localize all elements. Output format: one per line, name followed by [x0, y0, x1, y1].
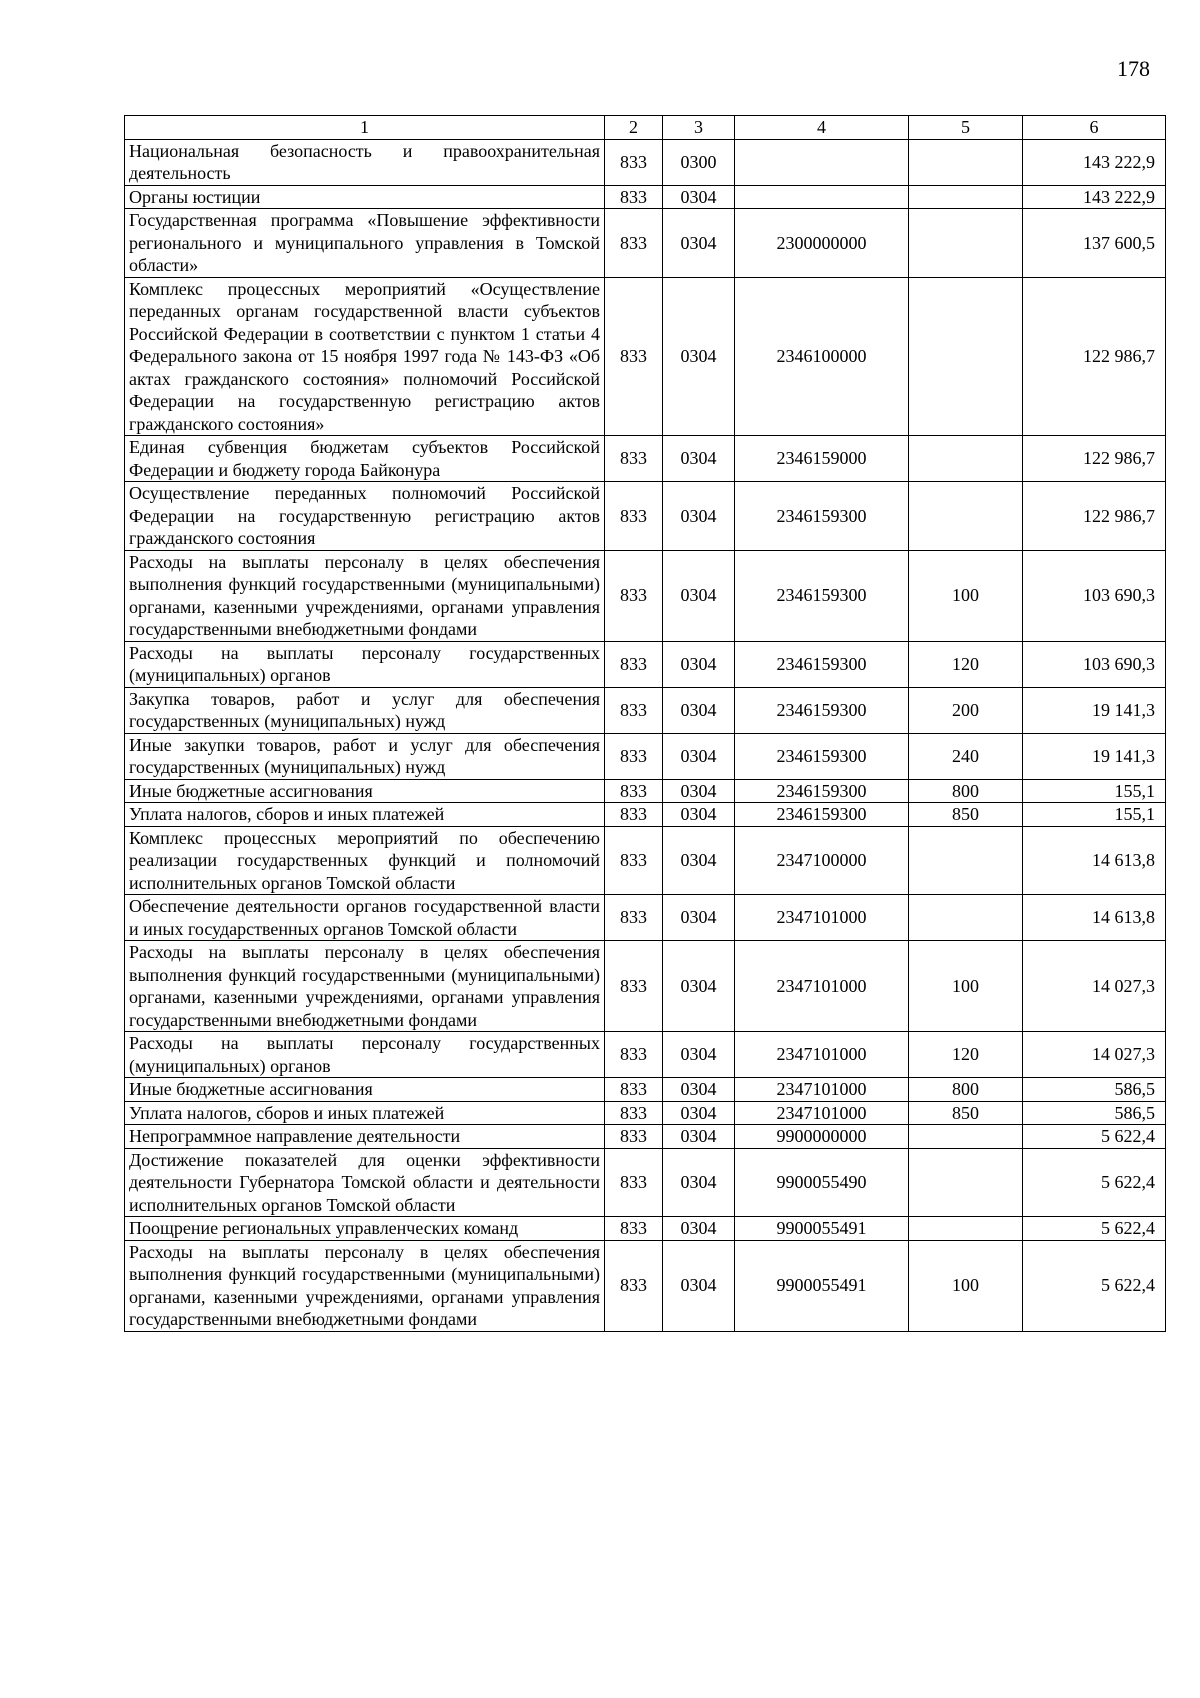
- row-amount: 143 222,9: [1023, 185, 1166, 209]
- row-section-code: 0304: [663, 185, 735, 209]
- table-row: [125, 209, 1166, 278]
- table-row: [125, 1148, 1166, 1217]
- table-row: [125, 277, 1166, 436]
- row-section-code: 0304: [663, 941, 735, 1032]
- row-target-code: 2300000000: [735, 209, 909, 278]
- row-target-code: 2346100000: [735, 277, 909, 436]
- row-expense-type: 800: [909, 1078, 1023, 1102]
- row-name: Комплекс процессных мероприятий по обеспечению реализации государственных функций и полномочий исполнительных органов Томской области: [125, 826, 605, 895]
- header-col-6: 6: [1023, 116, 1166, 140]
- row-name: Расходы на выплаты персоналу государственных (муниципальных) органов: [125, 1032, 605, 1078]
- row-name: Уплата налогов, сборов и иных платежей: [125, 803, 605, 827]
- row-name: Единая субвенция бюджетам субъектов Российской Федерации и бюджету города Байконура: [125, 436, 605, 482]
- row-target-code: 9900055491: [735, 1217, 909, 1241]
- row-section-code: 0304: [663, 1032, 735, 1078]
- row-ministry-code: 833: [605, 209, 663, 278]
- row-target-code: 2346159300: [735, 641, 909, 687]
- row-name: Поощрение региональных управленческих команд: [125, 1217, 605, 1241]
- row-ministry-code: 833: [605, 1101, 663, 1125]
- header-col-5: 5: [909, 116, 1023, 140]
- row-amount: 122 986,7: [1023, 482, 1166, 551]
- table-row: [125, 1078, 1166, 1102]
- row-ministry-code: 833: [605, 436, 663, 482]
- table-row: [125, 1032, 1166, 1078]
- row-expense-type: [909, 1148, 1023, 1217]
- row-amount: 14 613,8: [1023, 895, 1166, 941]
- table-row: [125, 733, 1166, 779]
- row-expense-type: [909, 1125, 1023, 1149]
- row-target-code: 2347101000: [735, 1078, 909, 1102]
- row-section-code: 0304: [663, 277, 735, 436]
- row-section-code: 0300: [663, 139, 735, 185]
- row-name: Расходы на выплаты персоналу в целях обеспечения выполнения функций государственными (муниципальными) органами, казенными учреждениями, органами управления государственными внебюджетными фондами: [125, 550, 605, 641]
- row-amount: 5 622,4: [1023, 1240, 1166, 1331]
- row-target-code: 9900000000: [735, 1125, 909, 1149]
- row-ministry-code: 833: [605, 895, 663, 941]
- header-col-3: 3: [663, 116, 735, 140]
- row-section-code: 0304: [663, 1125, 735, 1149]
- row-amount: 14 027,3: [1023, 941, 1166, 1032]
- budget-table: [124, 115, 1166, 1332]
- row-ministry-code: 833: [605, 185, 663, 209]
- row-target-code: [735, 139, 909, 185]
- row-expense-type: [909, 482, 1023, 551]
- row-expense-type: 850: [909, 803, 1023, 827]
- row-ministry-code: 833: [605, 482, 663, 551]
- row-target-code: 2346159300: [735, 687, 909, 733]
- row-expense-type: 200: [909, 687, 1023, 733]
- row-ministry-code: 833: [605, 803, 663, 827]
- row-section-code: 0304: [663, 1217, 735, 1241]
- row-name: Расходы на выплаты персоналу государственных (муниципальных) органов: [125, 641, 605, 687]
- row-name: Иные бюджетные ассигнования: [125, 779, 605, 803]
- row-amount: 586,5: [1023, 1101, 1166, 1125]
- row-amount: 122 986,7: [1023, 277, 1166, 436]
- row-ministry-code: 833: [605, 1032, 663, 1078]
- table-row: [125, 641, 1166, 687]
- table-row: [125, 436, 1166, 482]
- row-section-code: 0304: [663, 1101, 735, 1125]
- row-section-code: 0304: [663, 1078, 735, 1102]
- row-target-code: 2346159300: [735, 803, 909, 827]
- row-name: Закупка товаров, работ и услуг для обеспечения государственных (муниципальных) нужд: [125, 687, 605, 733]
- row-section-code: 0304: [663, 733, 735, 779]
- row-amount: 19 141,3: [1023, 687, 1166, 733]
- row-expense-type: [909, 277, 1023, 436]
- row-expense-type: [909, 1217, 1023, 1241]
- row-name: Достижение показателей для оценки эффективности деятельности Губернатора Томской области и деятельности исполнительных органов Томской области: [125, 1148, 605, 1217]
- row-target-code: 2346159300: [735, 733, 909, 779]
- row-amount: 155,1: [1023, 803, 1166, 827]
- table-row: [125, 482, 1166, 551]
- row-target-code: 2347101000: [735, 895, 909, 941]
- row-target-code: [735, 185, 909, 209]
- row-target-code: 9900055490: [735, 1148, 909, 1217]
- row-ministry-code: 833: [605, 277, 663, 436]
- row-name: Уплата налогов, сборов и иных платежей: [125, 1101, 605, 1125]
- row-ministry-code: 833: [605, 1125, 663, 1149]
- table-row: [125, 1101, 1166, 1125]
- row-section-code: 0304: [663, 482, 735, 551]
- row-expense-type: 800: [909, 779, 1023, 803]
- header-col-4: 4: [735, 116, 909, 140]
- row-amount: 5 622,4: [1023, 1125, 1166, 1149]
- row-amount: 586,5: [1023, 1078, 1166, 1102]
- row-expense-type: 120: [909, 1032, 1023, 1078]
- row-section-code: 0304: [663, 209, 735, 278]
- table-row: [125, 1217, 1166, 1241]
- row-ministry-code: 833: [605, 779, 663, 803]
- row-section-code: 0304: [663, 895, 735, 941]
- table-row: [125, 941, 1166, 1032]
- row-section-code: 0304: [663, 826, 735, 895]
- row-target-code: 2347101000: [735, 941, 909, 1032]
- row-name: Комплекс процессных мероприятий «Осуществление переданных органам государственной власти субъектов Российской Федерации в соответствии с пунктом 1 статьи 4 Федерального закона от 15 ноября 1997 года № 143-ФЗ «Об актах гражданского состояния» полномочий Российской Федерации на государственную регистрацию актов гражданского состояния»: [125, 277, 605, 436]
- row-section-code: 0304: [663, 779, 735, 803]
- row-amount: 5 622,4: [1023, 1217, 1166, 1241]
- row-amount: 143 222,9: [1023, 139, 1166, 185]
- row-name: Иные бюджетные ассигнования: [125, 1078, 605, 1102]
- row-amount: 14 027,3: [1023, 1032, 1166, 1078]
- row-expense-type: 240: [909, 733, 1023, 779]
- row-ministry-code: 833: [605, 687, 663, 733]
- table-row: [125, 803, 1166, 827]
- row-name: Иные закупки товаров, работ и услуг для обеспечения государственных (муниципальных) нужд: [125, 733, 605, 779]
- row-name: Органы юстиции: [125, 185, 605, 209]
- table-row: [125, 1125, 1166, 1149]
- row-amount: 5 622,4: [1023, 1148, 1166, 1217]
- row-expense-type: 100: [909, 1240, 1023, 1331]
- row-amount: 137 600,5: [1023, 209, 1166, 278]
- row-ministry-code: 833: [605, 550, 663, 641]
- row-amount: 155,1: [1023, 779, 1166, 803]
- table-row: [125, 895, 1166, 941]
- page-number: 178: [1117, 56, 1150, 81]
- row-expense-type: 100: [909, 550, 1023, 641]
- row-name: Обеспечение деятельности органов государственной власти и иных государственных органов Томской области: [125, 895, 605, 941]
- row-name: Расходы на выплаты персоналу в целях обеспечения выполнения функций государственными (муниципальными) органами, казенными учреждениями, органами управления государственными внебюджетными фондами: [125, 1240, 605, 1331]
- table-header-row: [125, 116, 1166, 140]
- row-section-code: 0304: [663, 1148, 735, 1217]
- row-ministry-code: 833: [605, 139, 663, 185]
- row-section-code: 0304: [663, 1240, 735, 1331]
- row-name: Непрограммное направление деятельности: [125, 1125, 605, 1149]
- row-expense-type: [909, 895, 1023, 941]
- row-expense-type: 120: [909, 641, 1023, 687]
- row-section-code: 0304: [663, 803, 735, 827]
- row-section-code: 0304: [663, 687, 735, 733]
- row-name: Государственная программа «Повышение эффективности регионального и муниципального управления в Томской области»: [125, 209, 605, 278]
- row-ministry-code: 833: [605, 941, 663, 1032]
- row-ministry-code: 833: [605, 641, 663, 687]
- row-expense-type: [909, 209, 1023, 278]
- row-target-code: 2346159000: [735, 436, 909, 482]
- row-target-code: 2346159300: [735, 779, 909, 803]
- row-expense-type: 850: [909, 1101, 1023, 1125]
- row-ministry-code: 833: [605, 826, 663, 895]
- row-amount: 122 986,7: [1023, 436, 1166, 482]
- row-name: Национальная безопасность и правоохранительная деятельность: [125, 139, 605, 185]
- row-ministry-code: 833: [605, 1148, 663, 1217]
- row-amount: 14 613,8: [1023, 826, 1166, 895]
- table-row: [125, 826, 1166, 895]
- header-col-1: 1: [125, 116, 605, 140]
- row-name: Осуществление переданных полномочий Российской Федерации на государственную регистрацию актов гражданского состояния: [125, 482, 605, 551]
- table-row: [125, 1240, 1166, 1331]
- table-row: [125, 687, 1166, 733]
- row-target-code: 2346159300: [735, 550, 909, 641]
- row-expense-type: 100: [909, 941, 1023, 1032]
- row-ministry-code: 833: [605, 1240, 663, 1331]
- row-ministry-code: 833: [605, 1078, 663, 1102]
- table-row: [125, 185, 1166, 209]
- row-amount: 19 141,3: [1023, 733, 1166, 779]
- row-ministry-code: 833: [605, 733, 663, 779]
- row-amount: 103 690,3: [1023, 641, 1166, 687]
- row-name: Расходы на выплаты персоналу в целях обеспечения выполнения функций государственными (муниципальными) органами, казенными учреждениями, органами управления государственными внебюджетными фондами: [125, 941, 605, 1032]
- row-target-code: 2347100000: [735, 826, 909, 895]
- row-target-code: 2347101000: [735, 1032, 909, 1078]
- row-target-code: 2347101000: [735, 1101, 909, 1125]
- table-row: [125, 779, 1166, 803]
- table-row: [125, 550, 1166, 641]
- row-ministry-code: 833: [605, 1217, 663, 1241]
- row-section-code: 0304: [663, 550, 735, 641]
- row-expense-type: [909, 826, 1023, 895]
- row-expense-type: [909, 185, 1023, 209]
- row-target-code: 2346159300: [735, 482, 909, 551]
- row-expense-type: [909, 139, 1023, 185]
- row-section-code: 0304: [663, 436, 735, 482]
- row-section-code: 0304: [663, 641, 735, 687]
- table-row: [125, 139, 1166, 185]
- row-target-code: 9900055491: [735, 1240, 909, 1331]
- row-amount: 103 690,3: [1023, 550, 1166, 641]
- row-expense-type: [909, 436, 1023, 482]
- header-col-2: 2: [605, 116, 663, 140]
